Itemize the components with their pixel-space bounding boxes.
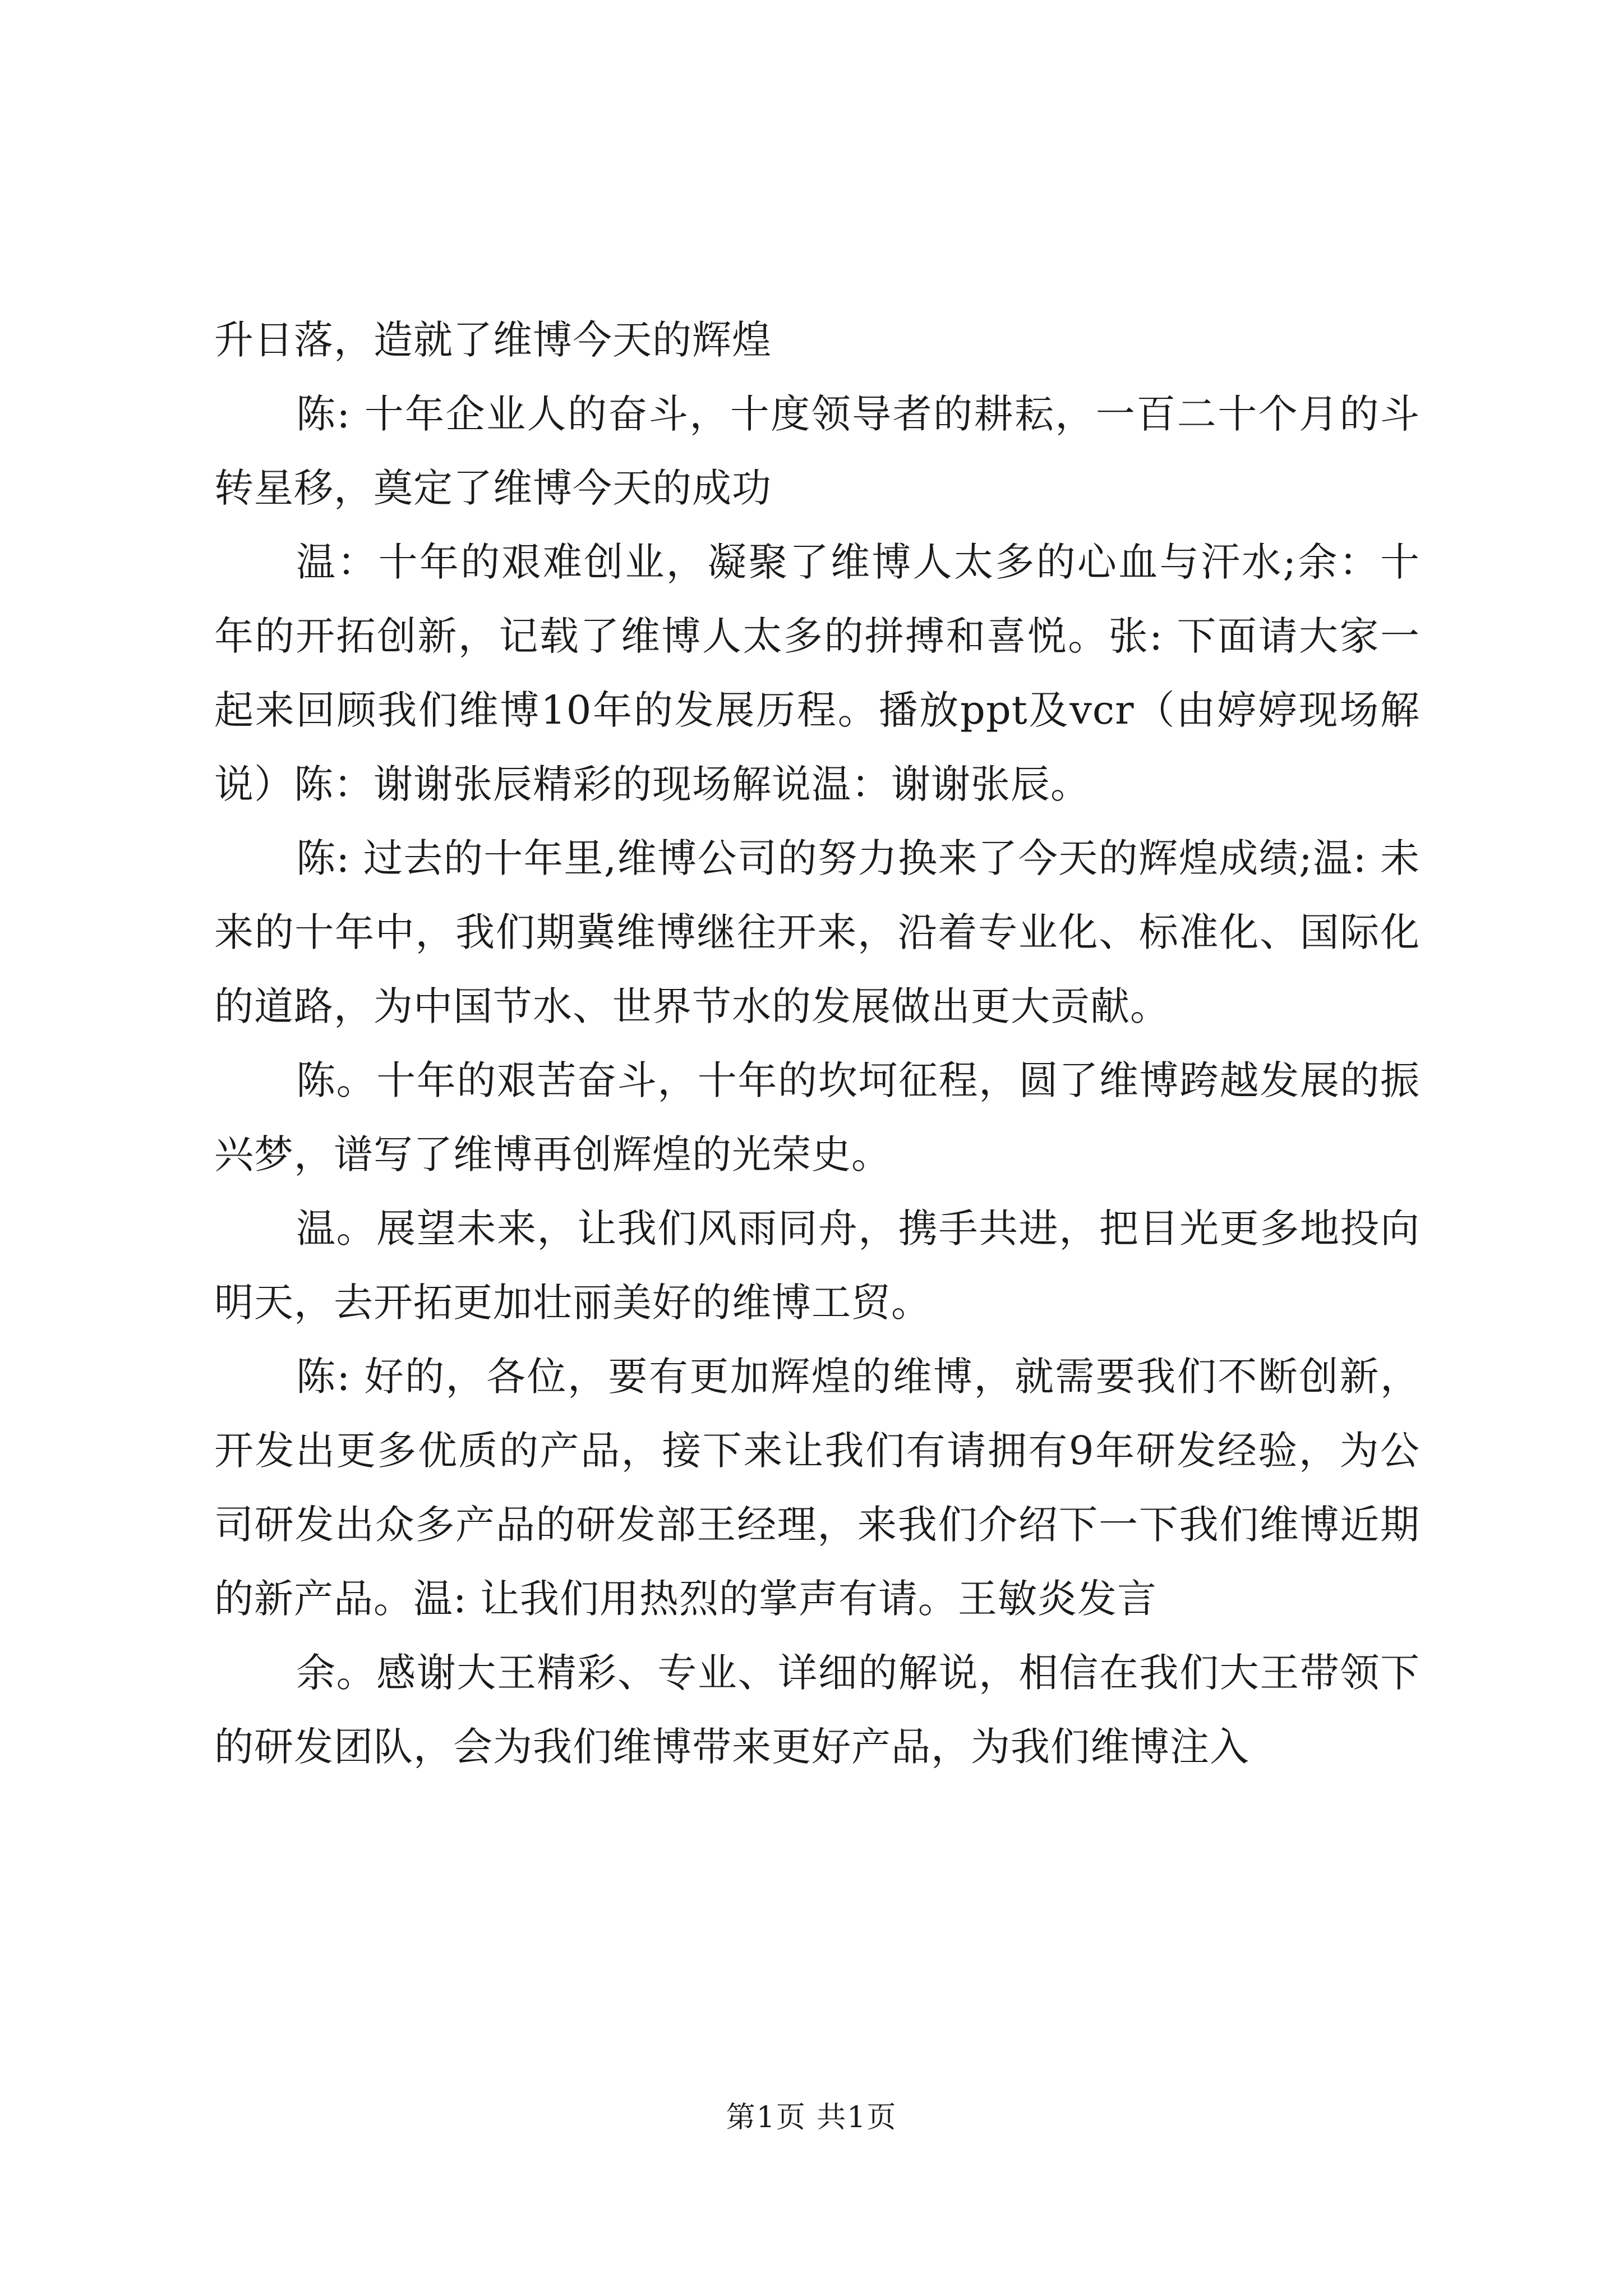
page-footer: 第1页 共1页 [726, 2101, 897, 2134]
paragraph: 余。感谢大王精彩、专业、详细的解说，相信在我们大王带领下的研发团队，会为我们维博带来更好产品，为我们维博注入 [214, 1650, 1420, 1770]
paragraph: 陈: 十年企业人的奋斗，十度领导者的耕耘，一百二十个月的斗转星移，奠定了维博今天的成功 [214, 391, 1420, 511]
paragraph: 陈: 过去的十年里,维博公司的努力换来了今天的辉煌成绩;温: 未来的十年中，我们期冀维博继往开来，沿着专业化、标准化、国际化的道路，为中国节水、世界节水的发展做出更大贡献。 [214, 835, 1420, 1029]
paragraph: 温：十年的艰难创业，凝聚了维博人太多的心血与汗水;余：十年的开拓创新，记载了维博人太多的拼搏和喜悦。张: 下面请大家一起来回顾我们维博10年的发展历程。播放ppt及vcr（由婷婷现场解说）陈：谢谢张辰精彩的现场解说温：谢谢张辰。 [214, 539, 1420, 807]
paragraph: 陈。十年的艰苦奋斗，十年的坎坷征程，圆了维博跨越发展的振兴梦，谱写了维博再创辉煌的光荣史。 [214, 1057, 1420, 1177]
document-body [214, 303, 1420, 1784]
paragraph-continuation: 升日落，造就了维博今天的辉煌 [214, 317, 772, 363]
paragraph: 陈: 好的，各位，要有更加辉煌的维博，就需要我们不断创新，开发出更多优质的产品，接下来让我们有请拥有9年研发经验，为公司研发出众多产品的研发部王经理，来我们介绍下一下我们维博近期的新产品。温: 让我们用热烈的掌声有请。王敏炎发言 [214, 1354, 1420, 1622]
paragraph: 温。展望未来，让我们风雨同舟，携手共进，把目光更多地投向明天，去开拓更加壮丽美好的维博工贸。 [214, 1205, 1420, 1326]
